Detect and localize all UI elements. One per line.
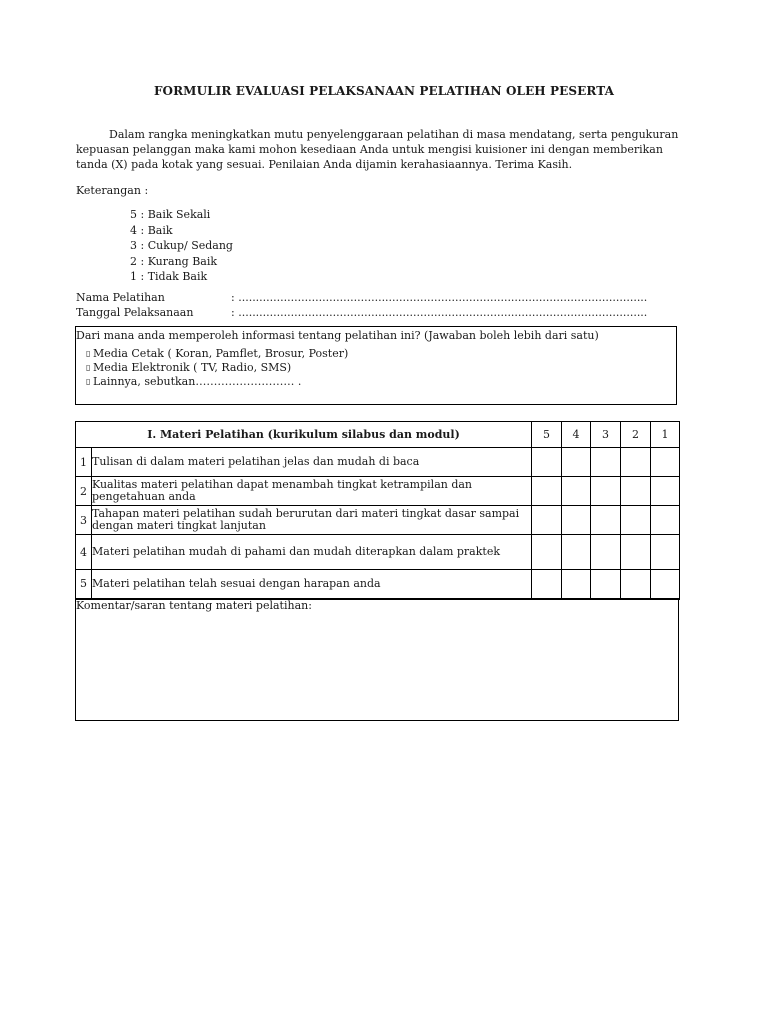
score-header: 2 bbox=[621, 422, 651, 448]
scale-item: 1 : Tidak Baik bbox=[130, 270, 208, 283]
score-cell[interactable] bbox=[621, 448, 651, 477]
score-cell[interactable] bbox=[621, 477, 651, 506]
comment-label: Komentar/saran tentang materi pelatihan: bbox=[76, 599, 312, 612]
option-label: Media Elektronik ( TV, Radio, SMS) bbox=[93, 361, 292, 374]
score-cell[interactable] bbox=[591, 477, 621, 506]
row-number: 1 bbox=[76, 448, 92, 477]
table-row bbox=[76, 535, 680, 570]
evaluation-table bbox=[75, 421, 680, 600]
table-row bbox=[76, 570, 680, 599]
score-cell[interactable] bbox=[651, 448, 680, 477]
score-cell[interactable] bbox=[532, 448, 562, 477]
info-source-box bbox=[75, 326, 677, 405]
score-cell[interactable] bbox=[591, 535, 621, 570]
score-cell[interactable] bbox=[562, 570, 591, 599]
score-cell[interactable] bbox=[591, 506, 621, 535]
checkbox-icon[interactable]: ▯ bbox=[86, 377, 91, 386]
option-label: Media Cetak ( Koran, Pamflet, Brosur, Poster) bbox=[93, 347, 349, 360]
field-value[interactable]: : ..................................................................................................................... bbox=[231, 291, 648, 304]
score-cell[interactable] bbox=[591, 448, 621, 477]
checkbox-icon[interactable]: ▯ bbox=[86, 363, 91, 372]
intro-paragraph bbox=[76, 127, 680, 172]
score-header: 1 bbox=[651, 422, 680, 448]
score-cell[interactable] bbox=[532, 570, 562, 599]
table-row bbox=[76, 506, 680, 535]
score-cell[interactable] bbox=[562, 506, 591, 535]
row-statement: Materi pelatihan mudah di pahami dan mudah diterapkan dalam praktek bbox=[92, 535, 532, 570]
score-header: 5 bbox=[532, 422, 562, 448]
rating-scale-legend bbox=[130, 207, 233, 285]
row-statement: Tulisan di dalam materi pelatihan jelas dan mudah di baca bbox=[92, 448, 532, 477]
field-nama-pelatihan[interactable] bbox=[76, 291, 676, 305]
table-row bbox=[76, 448, 680, 477]
scale-item: 4 : Baik bbox=[130, 223, 173, 237]
score-cell[interactable] bbox=[651, 535, 680, 570]
row-statement: Kualitas materi pelatihan dapat menambah tingkat ketrampilan dan pengetahuan anda bbox=[92, 477, 532, 506]
keterangan-label: Keterangan : bbox=[76, 184, 149, 197]
row-number: 5 bbox=[76, 570, 92, 599]
row-number: 3 bbox=[76, 506, 92, 535]
option-lainnya[interactable] bbox=[86, 375, 301, 388]
score-cell[interactable] bbox=[562, 477, 591, 506]
field-value[interactable]: : ..................................................................................................................... bbox=[231, 306, 648, 319]
info-source-question: Dari mana anda memperoleh informasi tentang pelatihan ini? (Jawaban boleh lebih dari satu) bbox=[76, 329, 599, 342]
table-row bbox=[76, 477, 680, 506]
score-cell[interactable] bbox=[562, 448, 591, 477]
score-cell[interactable] bbox=[532, 506, 562, 535]
row-number: 2 bbox=[76, 477, 92, 506]
section-title: I. Materi Pelatihan (kurikulum silabus dan modul) bbox=[76, 422, 532, 448]
field-label: Nama Pelatihan bbox=[76, 291, 165, 304]
score-cell[interactable] bbox=[532, 535, 562, 570]
option-media-elektronik[interactable] bbox=[86, 361, 291, 374]
intro-text: Dalam rangka meningkatkan mutu penyelenggaraan pelatihan di masa mendatang, serta pengukuran kepuasan pelanggan maka kami mohon kesediaan Anda untuk mengisi kuisioner ini dengan memberikan tanda (X) pada kotak yang sesuai. Penilaian Anda dijamin kerahasiaannya. Terima Kasih. bbox=[76, 128, 679, 171]
score-cell[interactable] bbox=[621, 535, 651, 570]
field-tanggal-pelaksanaan[interactable] bbox=[76, 306, 676, 320]
scale-item: 3 : Cukup/ Sedang bbox=[130, 239, 233, 252]
scale-item: 5 : Baik Sekali bbox=[130, 208, 211, 221]
table-header-row bbox=[76, 422, 680, 448]
option-label: Lainnya, sebutkan……………………… . bbox=[93, 375, 302, 388]
score-cell[interactable] bbox=[621, 570, 651, 599]
score-cell[interactable] bbox=[562, 535, 591, 570]
score-cell[interactable] bbox=[651, 570, 680, 599]
comment-box[interactable] bbox=[75, 598, 679, 721]
score-header: 3 bbox=[591, 422, 621, 448]
score-cell[interactable] bbox=[591, 570, 621, 599]
score-cell[interactable] bbox=[651, 506, 680, 535]
score-cell[interactable] bbox=[621, 506, 651, 535]
form-title: FORMULIR EVALUASI PELAKSANAAN PELATIHAN OLEH PESERTA bbox=[153, 84, 615, 98]
field-label: Tanggal Pelaksanaan bbox=[76, 306, 194, 319]
score-cell[interactable] bbox=[651, 477, 680, 506]
row-statement: Tahapan materi pelatihan sudah berurutan dari materi tingkat dasar sampai dengan materi tingkat lanjutan bbox=[92, 506, 532, 535]
checkbox-icon[interactable]: ▯ bbox=[86, 349, 91, 358]
score-header: 4 bbox=[562, 422, 591, 448]
row-number: 4 bbox=[76, 535, 92, 570]
scale-item: 2 : Kurang Baik bbox=[130, 254, 218, 268]
score-cell[interactable] bbox=[532, 477, 562, 506]
row-statement: Materi pelatihan telah sesuai dengan harapan anda bbox=[92, 570, 532, 599]
option-media-cetak[interactable] bbox=[86, 347, 348, 360]
